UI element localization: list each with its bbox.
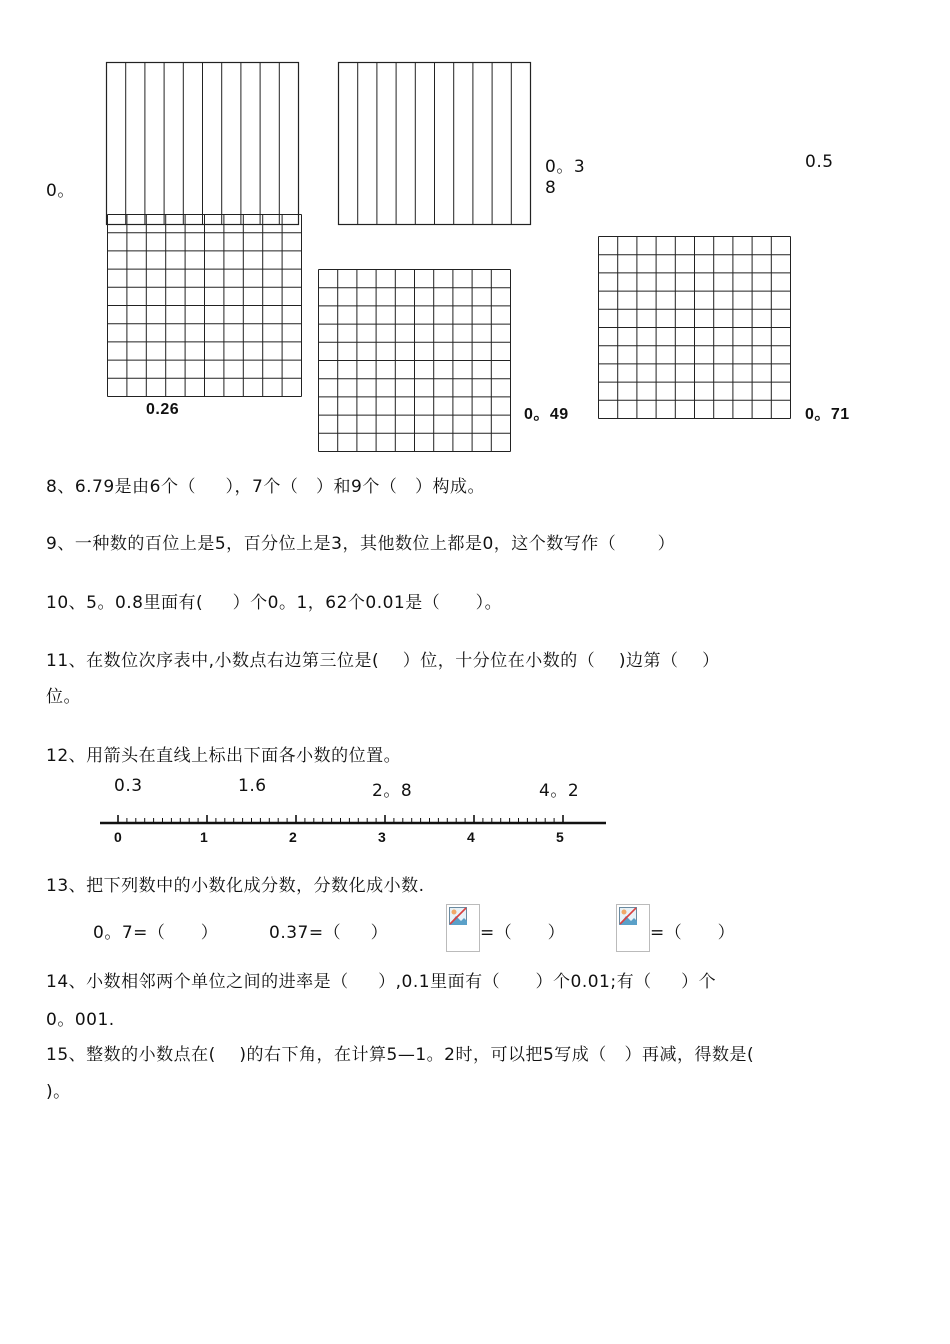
- number-line-tick-label: 4: [467, 829, 475, 845]
- conversion-item: 0。7=（ ）: [93, 923, 219, 943]
- hundred-grid-1: [107, 214, 303, 398]
- number-line-value: 2。8: [372, 781, 413, 801]
- number-line-tick-label: 1: [200, 829, 208, 845]
- question-8: 8、6.79是由6个（ ），7个（ ）和9个（ ）构成。: [46, 477, 486, 497]
- conversion-item: 0.37=（ ）: [269, 923, 389, 943]
- label-049: 0。49: [524, 406, 569, 423]
- question-14-line2: 0。001.: [46, 1010, 115, 1030]
- question-10: 10、5。0.8里面有( ）个0。1，62个0.01是（ ）。: [46, 593, 503, 613]
- fraction-image-icon: [446, 904, 480, 952]
- fraction-image-icon: [616, 904, 650, 952]
- question-15-line1: 15、整数的小数点在( )的右下角，在计算5—1。2时，可以把5写成（ ）再减，得数是(: [46, 1045, 755, 1065]
- label-038-line1: 0。3: [545, 157, 586, 177]
- question-11-line2: 位。: [46, 687, 81, 707]
- number-line-value: 0.3: [114, 776, 143, 796]
- conversion-item: =（ ）: [650, 923, 736, 943]
- label-071: 0。71: [805, 406, 850, 423]
- question-13: 13、把下列数中的小数化成分数，分数化成小数.: [46, 876, 425, 896]
- hundred-grid-2: [318, 269, 512, 453]
- tenths-strip-figure-1: [106, 62, 300, 226]
- question-9: 9、一种数的百位上是5，百分位上是3，其他数位上都是0，这个数写作（ ）: [46, 534, 676, 554]
- number-line-tick-label: 0: [114, 829, 122, 845]
- tenths-strip-figure-2: [338, 62, 532, 226]
- question-15-line2: )。: [46, 1082, 71, 1102]
- label-left: 0。: [46, 181, 75, 201]
- question-12: 12、用箭头在直线上标出下面各小数的位置。: [46, 746, 402, 766]
- label-026: 0.26: [146, 401, 180, 418]
- number-line-value: 4。2: [539, 781, 580, 801]
- number-line-tick-label: 5: [556, 829, 564, 845]
- question-11-line1: 11、在数位次序表中,小数点右边第三位是( ）位，十分位在小数的（ )边第（ ）: [46, 651, 720, 671]
- number-line-tick-label: 2: [289, 829, 297, 845]
- number-line-value: 1.6: [238, 776, 267, 796]
- hundred-grid-3: [598, 236, 792, 420]
- number-line-tick-label: 3: [378, 829, 386, 845]
- label-038-line2: 8: [545, 178, 557, 198]
- label-05: 0.5: [805, 152, 834, 172]
- number-line: [98, 812, 608, 832]
- conversion-item: =（ ）: [480, 923, 566, 943]
- question-14-line1: 14、小数相邻两个单位之间的进率是（ ）,0.1里面有（ ）个0.01;有（ ）个: [46, 972, 717, 992]
